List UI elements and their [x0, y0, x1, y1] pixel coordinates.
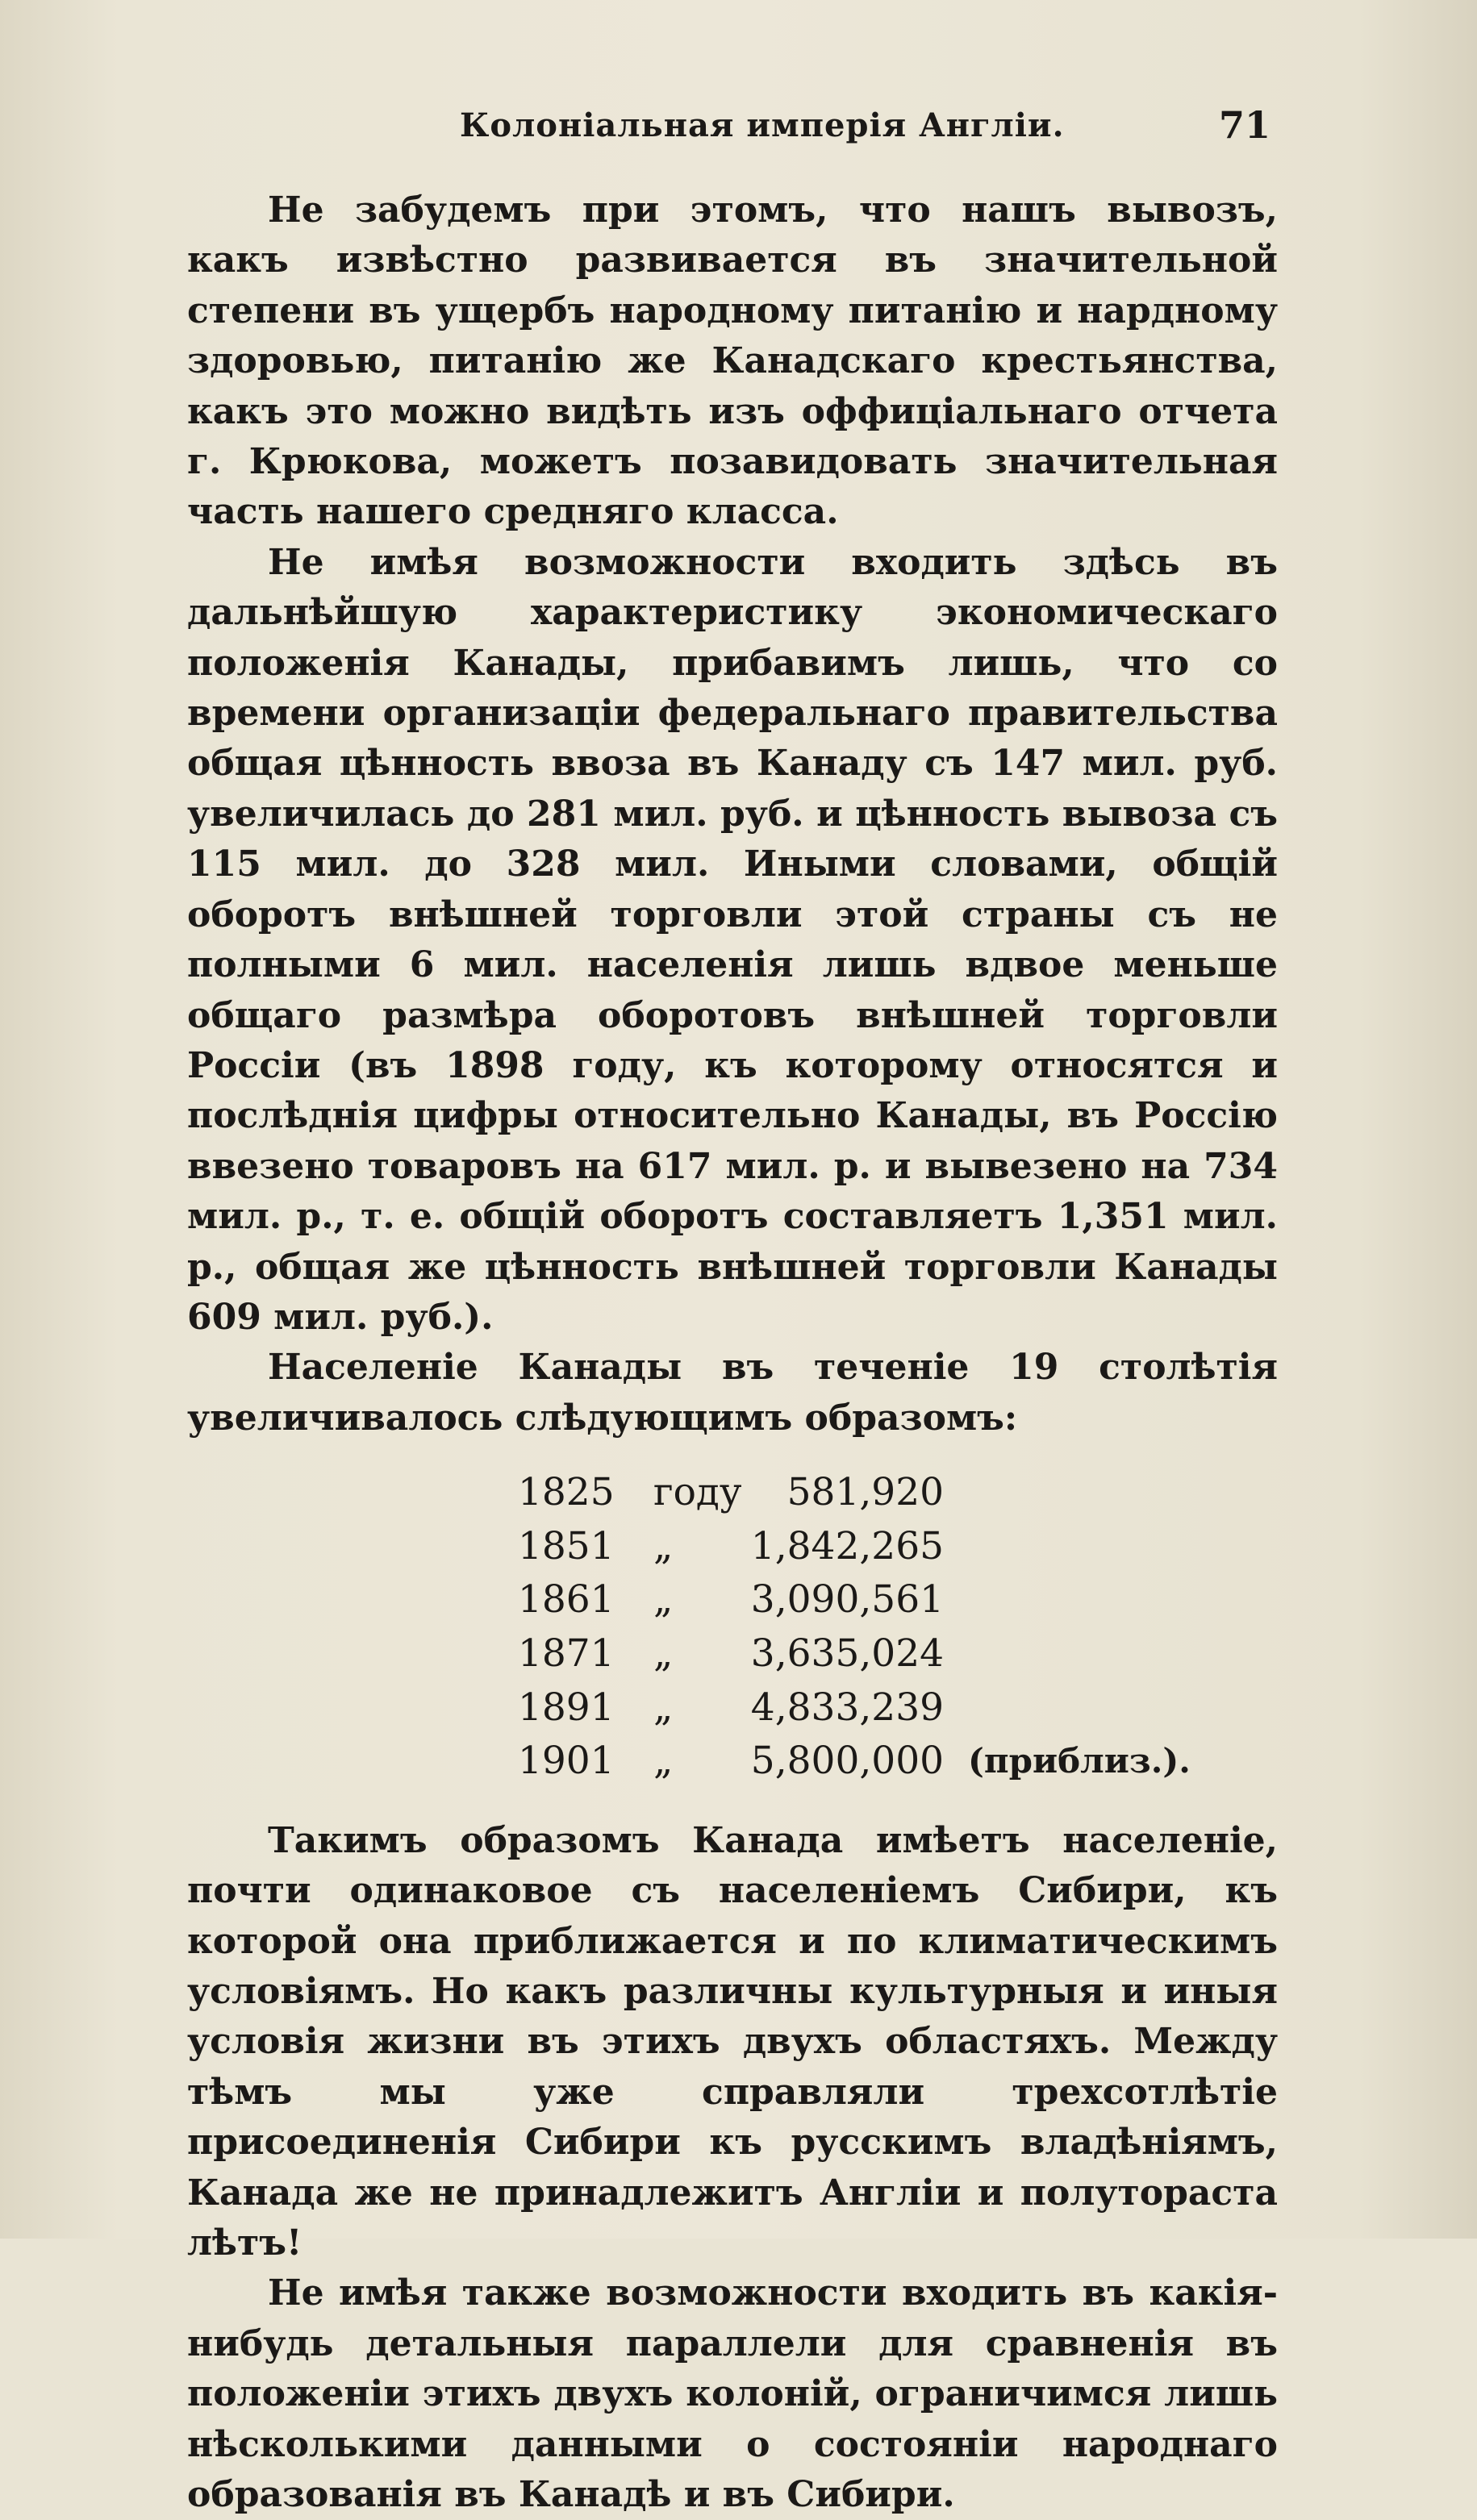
note-cell [944, 1681, 1191, 1735]
year-cell: 1861 [518, 1577, 615, 1622]
unit-cell: „ [653, 1577, 674, 1622]
unit-cell: „ [653, 1739, 674, 1784]
unit-cell: „ [653, 1631, 674, 1677]
year-cell: 1901 [518, 1739, 615, 1784]
table-row [518, 1681, 1191, 1735]
population-table-wrapper [187, 1443, 1278, 1789]
year-cell: 1871 [518, 1631, 615, 1677]
page-header [186, 95, 1270, 160]
body-text [187, 185, 1278, 2520]
year-cell: 1825 [518, 1470, 615, 1515]
table-row [518, 1627, 1191, 1681]
table-row [518, 1520, 1191, 1574]
paragraph: Населеніе Канады въ теченіе 19 столѣтія увеличивалось слѣдующимъ образомъ: [187, 1347, 1278, 1439]
population-cell: 4,833,239 [750, 1685, 944, 1730]
note-cell [944, 1466, 1191, 1520]
paragraph: Не имѣя также возможности входить въ какія-нибудь детальныя параллели для сравненія въ положеніи этихъ двухъ колоній, ограничимся лишь нѣсколькими данными о состояніи народнаго образованія въ Канадѣ и въ Сибири. [187, 2272, 1278, 2515]
population-cell: 1,842,265 [750, 1523, 944, 1568]
year-cell: 1891 [518, 1685, 615, 1730]
note-cell [944, 1520, 1191, 1574]
page-number: 71 [1218, 103, 1270, 147]
note-cell [944, 1627, 1191, 1681]
population-cell: 3,635,024 [750, 1631, 944, 1677]
note-cell [944, 1573, 1191, 1627]
population-cell: 581,920 [786, 1470, 944, 1515]
unit-cell: „ [653, 1685, 674, 1730]
year-cell: 1851 [518, 1523, 615, 1568]
population-cell: 3,090,561 [750, 1577, 944, 1622]
population-cell: 5,800,000 [750, 1739, 944, 1784]
unit-cell: „ [653, 1523, 674, 1568]
unit-cell: году [653, 1470, 742, 1515]
population-table [518, 1466, 1191, 1789]
paragraph: Не забудемъ при этомъ, что нашъ вывозъ, какъ извѣстно развивается въ значительной степени въ ущербъ народному питанію и нардному здоровью, питанію же Канадскаго крестьянства, какъ это можно видѣть изъ оффиціальнаго отчета г. Крюкова, можетъ позавидовать значительная часть нашего средняго класса. [187, 190, 1278, 533]
table-row [518, 1735, 1191, 1789]
table-row [518, 1573, 1191, 1627]
paragraph: Не имѣя возможности входить здѣсь въ дальнѣйшую характеристику экономическаго положенія Канады, прибавимъ лишь, что со времени организаціи федеральнаго правительства общая цѣнность ввоза въ Канаду съ 147 мил. руб. увеличилась до 281 мил. руб. и цѣнность вывоза съ 115 мил. до 328 мил. Иными словами, общій оборотъ внѣшней торговли этой страны съ не полными 6 мил. населенія лишь вдвое меньше общаго размѣра оборотовъ внѣшней торговли Россіи (въ 1898 году, къ которому относятся и послѣднія цифры относительно Канады, въ Россію ввезено товаровъ на 617 мил. р. и вывезено на 734 мил. р., т. е. общій оборотъ составляетъ 1,351 мил. р., общая же цѣнность внѣшней торговли Канады 609 мил. руб.). [187, 541, 1278, 1338]
note-cell: (приблиз.). [968, 1741, 1191, 1781]
running-title: Колоніальная имперія Англіи. [460, 106, 1065, 144]
paragraph: Такимъ образомъ Канада имѣетъ населеніе, почти одинаковое съ населеніемъ Сибири, къ которой она приближается и по климатическимъ условіямъ. Но какъ различны культурныя и иныя условія жизни въ этихъ двухъ областяхъ. Между тѣмъ мы уже справляли трехсотлѣтіе присоединенія Сибири къ русскимъ владѣніямъ, Канада же не принадлежитъ Англіи и полутораста лѣтъ! [187, 1819, 1278, 2264]
table-row [518, 1466, 1191, 1520]
